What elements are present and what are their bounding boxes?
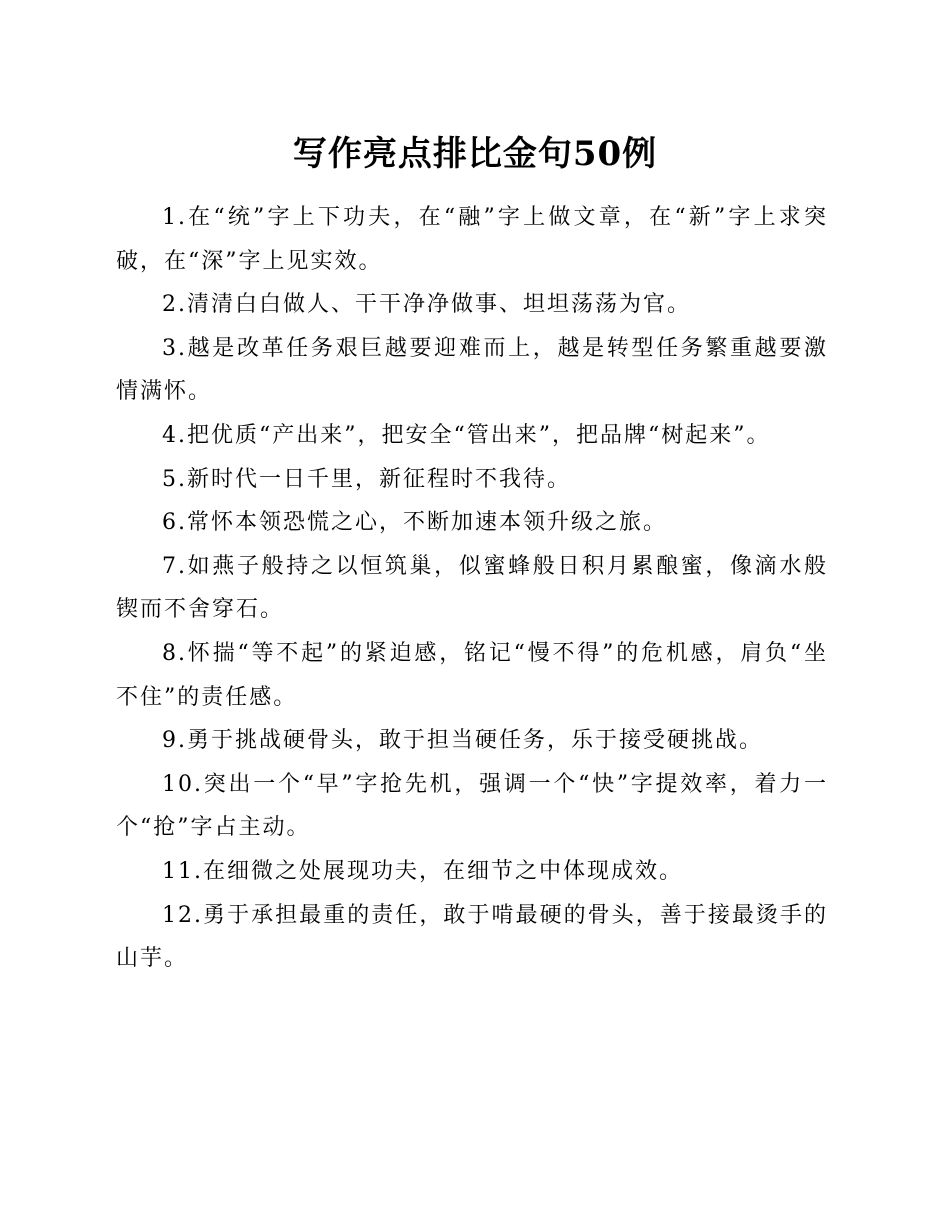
list-item: 9.勇于挑战硬骨头，敢于担当硬任务，乐于接受硬挑战。 xyxy=(162,728,763,754)
list-item: 10.突出一个“早”字抢先机，强调一个“快”字提效率，着力一个“抢”字占主动。 xyxy=(116,771,828,841)
list-item: 3.越是改革任务艰巨越要迎难而上，越是转型任务繁重越要激情满怀。 xyxy=(116,335,828,405)
list-item: 12.勇于承担最重的责任，敢于啃最硬的骨头，善于接最烫手的山芋。 xyxy=(116,902,828,972)
list-item: 1.在“统”字上下功夫，在“融”字上做文章，在“新”字上求突破，在“深”字上见实效。 xyxy=(116,205,828,274)
list-item: 7.如燕子般持之以恒筑巢，似蜜蜂般日积月累酿蜜，像滴水般锲而不舍穿石。 xyxy=(116,553,828,623)
document-title: 写作亮点排比金句50例 xyxy=(292,134,658,174)
document-body xyxy=(116,196,828,981)
list-item: 8.怀揣“等不起”的紧迫感，铭记“慢不得”的危机感，肩负“坐不住”的责任感。 xyxy=(116,640,828,710)
list-item: 2.清清白白做人、干干净净做事、坦坦荡荡为官。 xyxy=(162,292,691,318)
list-item: 11.在细微之处展现功夫，在细节之中体现成效。 xyxy=(162,858,683,884)
list-item: 5.新时代一日千里，新征程时不我待。 xyxy=(162,466,571,492)
list-item: 4.把优质“产出来”，把安全“管出来”，把品牌“树起来”。 xyxy=(162,422,771,448)
list-item: 6.常怀本领恐慌之心，不断加速本领升级之旅。 xyxy=(162,510,667,536)
